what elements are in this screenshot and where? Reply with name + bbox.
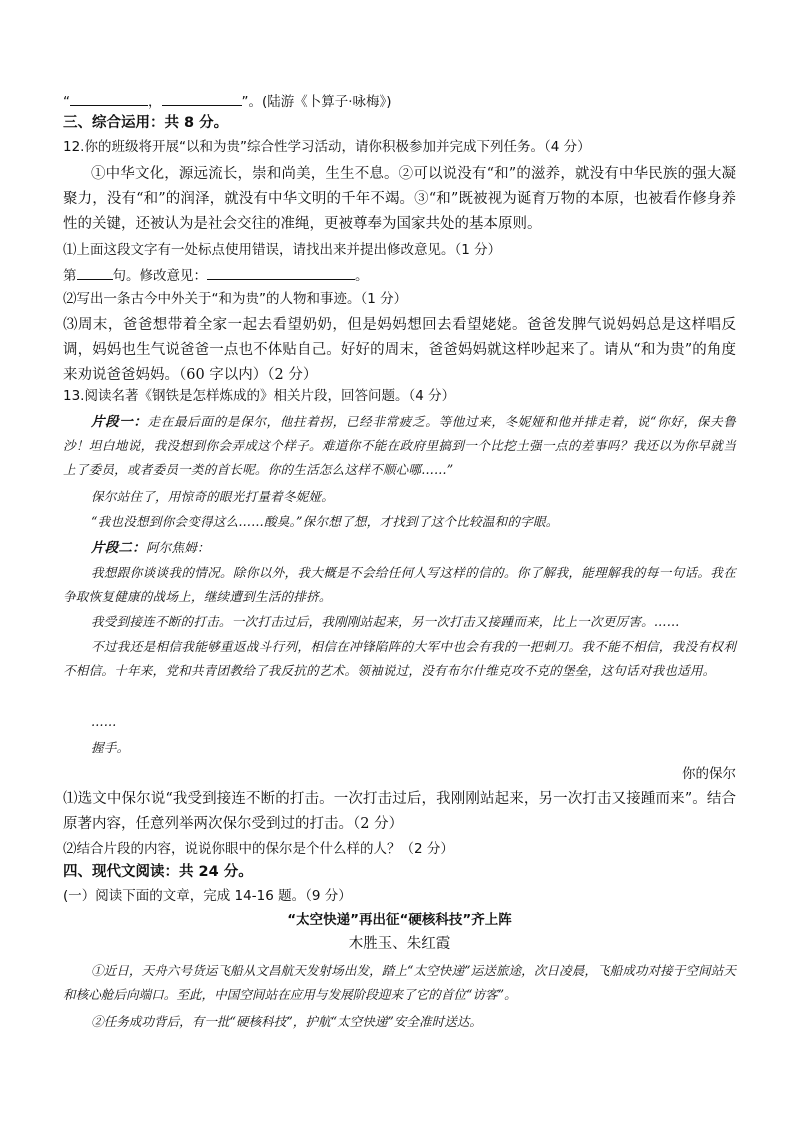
q13-fragment1-p3: “我也没想到你会变得这么……酸臭。”保尔想了想，才找到了这个比较温和的字眼。 [91,514,559,529]
q13-fragment1 [63,410,736,482]
open-quote: “ [63,94,70,110]
q13-fragment2-p1: 我想跟你谈谈我的情况。除你以外，我大概是不会给任何人写这样的信的。你了解我，能理解我的每一句话。我在争取恢复健康的战场上，继续遭到生活的排挤。 [63,565,736,604]
q13-fragment2-p2: 我受到接连不断的打击。一次打击过后，我刚刚站起来，另一次打击又接踵而来，比上一次更厉害。…… [91,614,680,629]
answer-mid: 句。修改意见： [112,268,207,284]
q13-fragment2-header [63,536,736,560]
answer-prefix: 第 [63,268,77,284]
q13-sub2: ⑵结合片段的内容，说说你眼中的保尔是个什么样的人？（2 分） [63,841,454,857]
q13-fragment1-p2: 保尔站住了，用惊奇的眼光打量着冬妮娅。 [91,489,335,504]
q12-sub3: ⑶周末，爸爸想带着全家一起去看望奶奶，但是妈妈想回去看望姥姥。爸爸发脾气说妈妈总是这样唱反调，妈妈也生气说爸爸一点也不体贴自己。好好的周末，爸爸妈妈就这样吵起来了。请从“和为贵”的角度来劝说爸爸妈妈。（60 字以内）（2 分） [63,317,736,383]
poem-comma: ， [148,94,162,110]
q13-fragment2-signature: 你的保尔 [682,766,736,782]
article-paragraph-1: ①近日，天舟六号货运飞船从文昌航天发射场出发，踏上“太空快递”运送旅途，次日凌晨，飞船成功对接于空间站天和核心舱后向端口。至此，中国空间站在应用与发展阶段迎来了它的首位“访客”。 [63,963,736,1002]
fragment1-label: 片段一： [91,414,148,430]
poem-source: ”。(陆游《卜算子·咏梅》) [241,94,392,110]
sentence-number-blank[interactable] [77,264,113,280]
q12-sub1-answer-line [63,264,736,286]
q12-sub1: ⑴上面这段文字有一处标点使用错误，请找出来并提出修改意见。（1 分） [63,242,502,258]
article-title: “太空快递”再出征“硬核科技”齐上阵 [287,912,512,928]
poem-fill-line [63,90,736,112]
answer-end: 。 [355,268,369,284]
q12-stem: 12.你的班级将开展“以和为贵”综合性学习活动，请你积极参加并完成下列任务。（4 分） [63,139,591,155]
poem-blank-1[interactable] [70,90,148,106]
fragment1-text: 走在最后面的是保尔，他拄着拐，已经非常疲乏。等他过来，冬妮娅和他并排走着，说“你好，保夫鲁沙！坦白地说，我没想到你会弄成这个样子。难道你不能在政府里搞到一个比挖土强一点的差事吗？我还以为你早就当上了委员，或者委员一类的首长呢。你的生活怎么这样不顺心哪……” [63,414,736,477]
part1-stem: (一）阅读下面的文章，完成 14-16 题。（9 分） [63,888,352,904]
article-paragraph-2: ②任务成功背后，有一批“硬核科技”，护航“太空快递”安全准时送达。 [91,1014,482,1029]
poem-blank-2[interactable] [162,90,242,106]
revision-blank[interactable] [207,264,355,280]
article-authors: 木胜玉、朱红霞 [348,936,451,952]
section4-heading: 四、现代文阅读：共 24 分。 [63,864,253,880]
q13-stem: 13.阅读名著《钢铁是怎样炼成的》相关片段，回答问题。（4 分） [63,388,456,404]
q13-fragment2-ellipsis: …… [91,714,117,729]
fragment2-addressee: 阿尔焦姆： [145,540,210,555]
q13-fragment2-close: 握手。 [91,740,130,755]
q13-fragment2-p3: 不过我还是相信我能够重返战斗行列，相信在冲锋陷阵的大军中也会有我的一把刺刀。我不能不相信，我没有权利不相信。十年来，党和共青团教给了我反抗的艺术。领袖说过，没有布尔什维克攻不克的堡垒，这句话对我也适用。 [63,639,736,678]
fragment2-label: 片段二： [91,540,146,556]
q12-sub2: ⑵写出一条古今中外关于“和为贵”的人物和事迹。（1 分） [63,291,408,307]
q12-passage: ①中华文化，源远流长，崇和尚美，生生不息。②可以说没有“和”的滋养，就没有中华民族的强大凝聚力，没有“和”的润泽，就没有中华文明的千年不竭。③“和”既被视为诞育万物的本原，也被看作修身养性的关键，还被认为是社会交往的准绳，更被尊奉为国家共处的基本原则。 [63,166,736,232]
q13-sub1: ⑴选文中保尔说“我受到接连不断的打击。一次打击过后，我刚刚站起来，另一次打击又接踵而来”。结合原著内容，任意列举两次保尔受到过的打击。（2 分） [63,791,736,832]
section3-heading: 三、综合运用：共 8 分。 [63,115,229,131]
